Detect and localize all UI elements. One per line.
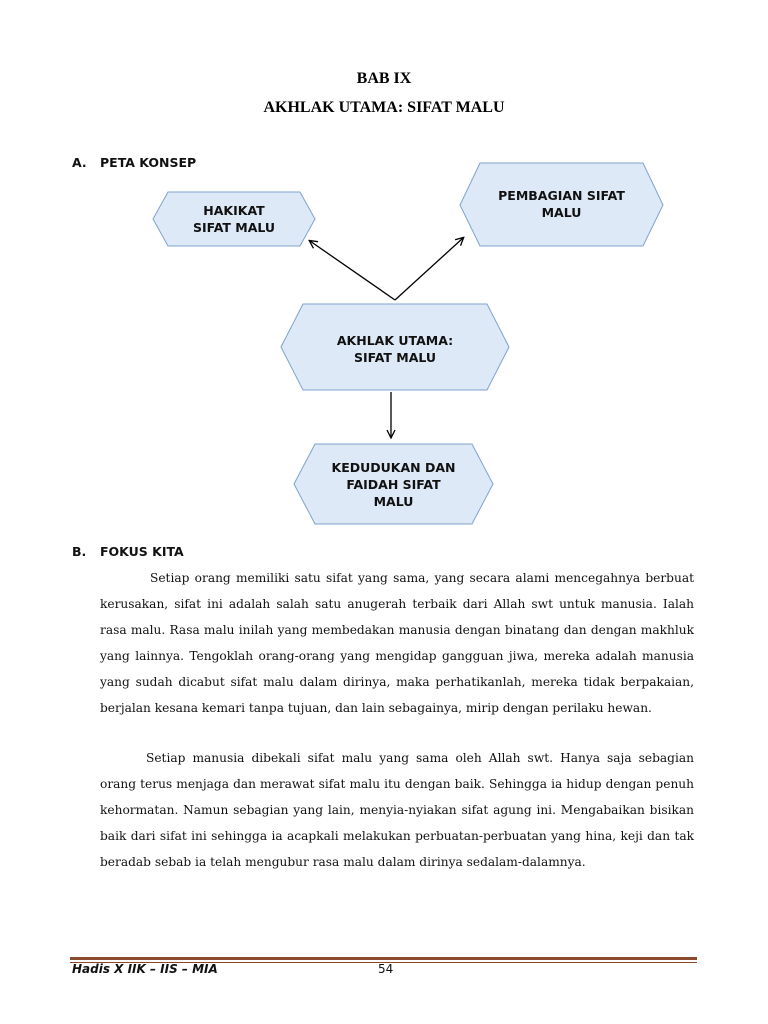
arrow-to-pembagian xyxy=(395,238,463,300)
section-a-letter: A. xyxy=(72,155,87,170)
section-b-letter: B. xyxy=(72,544,87,559)
section-b-heading xyxy=(72,544,184,559)
chapter-title: AKHLAK UTAMA: SIFAT MALU xyxy=(263,99,505,116)
hakikat-label: HAKIKAT SIFAT MALU xyxy=(192,203,276,235)
footer-page-number: 54 xyxy=(378,962,394,976)
arrow-to-hakikat xyxy=(310,241,395,300)
pembagian-label: PEMBAGIAN SIFAT MALU xyxy=(498,188,625,220)
paragraph-1: Setiap orang memiliki satu sifat yang sama, yang secara alami mencegahnya berbuat kerusakan, sifat ini adalah salah satu anugerah terbaik dari Allah swt untuk manusia. Ialah rasa malu. Rasa malu inilah yang membedakan manusia dengan binatang dan dengan makhluk yang lainnya. Tengoklah orang-orang yang mengidap gangguan jiwa, mereka adalah manusia yang sudah dicabut sifat malu dalam dirinya, maka perhatikanlah, mereka tidak berpakaian, berjalan kesana kemari tanpa tujuan, dan lain sebagainya, mirip dengan perilaku hewan. xyxy=(100,571,694,715)
paragraph-2: Setiap manusia dibekali sifat malu yang sama oleh Allah swt. Hanya saja sebagian orang terus menjaga dan merawat sifat malu itu dengan baik. Sehingga ia hidup dengan penuh kehormatan. Namun sebagian yang lain, menyia-nyiakan sifat agung ini. Mengabaikan bisikan baik dari sifat ini sehingga ia acapkali melakukan perbuatan-perbuatan yang hina, keji dan tak beradab sebab ia telah mengubur rasa malu dalam dirinya sedalam-dalamnya. xyxy=(100,751,694,869)
section-b-title: FOKUS KITA xyxy=(100,544,184,559)
akhlak-utama-label: AKHLAK UTAMA: SIFAT MALU xyxy=(336,333,454,365)
footer-rule-thick xyxy=(70,957,697,960)
chapter-number: BAB IX xyxy=(356,70,412,87)
kedudukan-label: KEDUDUKAN DAN FAIDAH SIFAT MALU xyxy=(331,460,456,509)
footer-course: Hadis X IIK – IIS – MIA xyxy=(72,962,218,976)
section-a-title: PETA KONSEP xyxy=(100,155,197,170)
